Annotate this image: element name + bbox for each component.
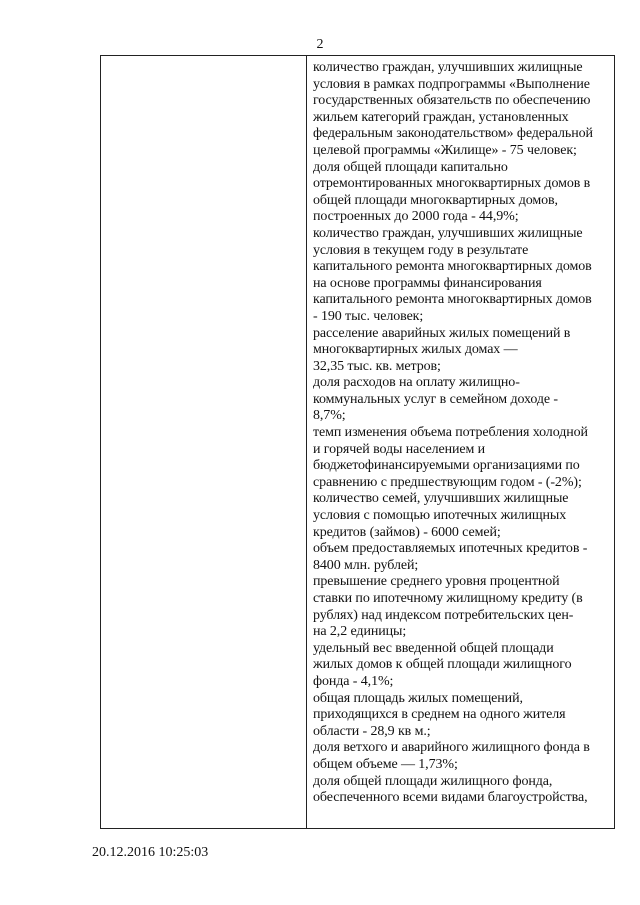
text-line: условия в рамках подпрограммы «Выполнение (313, 76, 590, 92)
text-line: общем объеме — 1,73%; (313, 756, 458, 772)
text-line: капитального ремонта многоквартирных домов (313, 292, 592, 308)
text-line: количество семей, улучшивших жилищные (313, 491, 569, 507)
text-line: условия с помощью ипотечных жилищных (313, 508, 567, 524)
text-line: приходящихся в среднем на одного жителя (313, 707, 566, 723)
text-line: многоквартирных жилых домах — (313, 342, 518, 358)
text-line: 8,7%; (313, 408, 346, 424)
text-line: кредитов (займов) - 6000 семей; (313, 524, 501, 540)
document-table (100, 55, 615, 829)
text-line: жильем категорий граждан, установленных (313, 109, 569, 125)
text-line: бюджетофинансируемыми организациями по (313, 458, 580, 474)
text-line: коммунальных услуг в семейном доходе - (313, 391, 558, 407)
text-line: на 2,2 единицы; (313, 624, 407, 640)
text-line: государственных обязательств по обеспечению (313, 93, 591, 109)
text-line: объем предоставляемых ипотечных кредитов - (313, 541, 588, 557)
text-line: превышение среднего уровня процентной (313, 574, 560, 590)
text-line: доля общей площади капитально (313, 159, 508, 175)
text-line: общей площади многоквартирных домов, (313, 192, 558, 208)
text-line: темп изменения объема потребления холодной (313, 425, 588, 441)
print-timestamp: 20.12.2016 10:25:03 (92, 845, 209, 860)
text-line: доля ветхого и аварийного жилищного фонда в (313, 740, 590, 756)
page-number: 2 (316, 37, 324, 52)
text-line: на основе программы финансирования (313, 275, 542, 291)
table-right-cell (308, 56, 614, 828)
text-line: жилых домов к общей площади жилищного (313, 657, 572, 673)
text-line: фонда - 4,1%; (313, 673, 394, 689)
text-line: доля расходов на оплату жилищно- (313, 375, 520, 391)
text-line: расселение аварийных жилых помещений в (313, 325, 571, 341)
text-line: федеральным законодательством» федеральной (313, 126, 593, 142)
text-line: 32,35 тыс. кв. метров; (313, 358, 441, 374)
text-line: ставки по ипотечному жилищному кредиту (в (313, 591, 583, 606)
text-line: отремонтированных многоквартирных домов в (313, 176, 591, 192)
text-line: построенных до 2000 года - 44,9%; (313, 209, 519, 225)
text-line: 8400 млн. рублей; (313, 557, 419, 573)
text-line: сравнению с предшествующим годом - (-2%); (313, 474, 582, 490)
text-line: количество граждан, улучшивших жилищные (313, 225, 583, 241)
text-line: рублях) над индексом потребительских цен- (313, 607, 574, 623)
text-line: доля общей площади жилищного фонда, (313, 773, 553, 789)
text-line: количество граждан, улучшивших жилищные (313, 60, 583, 75)
text-line: общая площадь жилых помещений, (313, 690, 523, 706)
text-line: - 190 тыс. человек; (313, 308, 424, 324)
text-line: условия в текущем году в результате (313, 242, 529, 258)
text-line: капитального ремонта многоквартирных домов (313, 259, 592, 275)
text-line: удельный вес введенной общей площади (313, 640, 554, 656)
table-left-cell (101, 56, 307, 828)
text-line: и горячей воды населением и (313, 441, 486, 457)
text-line: обеспеченного всеми видами благоустройства, (313, 790, 588, 806)
text-line: целевой программы «Жилище» - 75 человек; (313, 142, 577, 158)
text-line: области - 28,9 кв м.; (313, 723, 431, 739)
